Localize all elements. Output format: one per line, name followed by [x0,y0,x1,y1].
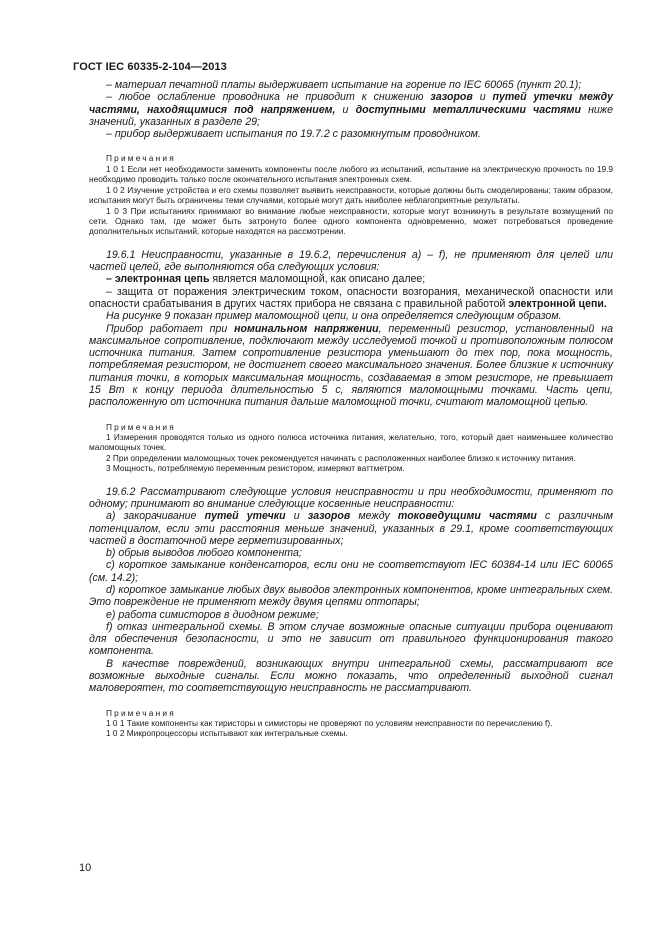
note-101: 1 0 1 Такие компоненты как тиристоры и симисторы не проверяют по условиям неисправности по перечислению f). [106,718,553,729]
clause-19-6-1: 19.6.1 Неисправности, указанные в 19.6.2, перечисления а) – f), не применяют для целей или частей целей, где выполняются оба следующих условия: [89,248,613,274]
intro-item-pcb: – материал печатной платы выдерживает испытание на горение по IEC 60065 (пункт 20.1); [106,79,582,91]
fault-item-e: e) работа симисторов в диодном режиме; [106,608,319,621]
fault-item-a: а) закорачивание путей утечки и зазоров между токоведущими частями с различным потенциалом, если эти расстояния меньше значений, указанных в 29.1, кроме соответствующих частей в достаточной мере герметизированных; [89,510,614,547]
note-101: 1 0 1 Если нет необходимости заменить компоненты после любого из испытаний, испытание на электрическую прочность по 19.9 необходимо проводить только после окончательного испытания электронных схем. [89,163,613,185]
page-number: 10 [79,862,92,874]
note-102: 1 0 2 Изучение устройства и его схемы позволяет выявить неисправности, которые должны быть смоделированы; таким образом, испытания могут быть ограничены теми случаями, которые могут дать наиболее неблагоприятные результаты. [89,184,613,206]
notes-heading: Примечания [106,421,176,432]
note-103: 1 0 3 При испытаниях принимают во внимание любые неисправности, которые могут возникнуть в результате возмущений по сети. Однако там, где может быть затронуто более одного компонента одновременно, может потребоваться проведение дополнительных испытаний, которые находятся на рассмотрении. [89,205,613,237]
ic-output-signals: В качестве повреждений, возникающих внутри интегральной схемы, рассматривают все возможные выходные сигналы. Если можно показать, что определенный выходной сигнал маловероятен, то соответствующую неисправность не рассматривают. [89,657,613,695]
notes-heading: Примечания [106,707,176,718]
note-102: 1 0 2 Микропроцессоры испытывают как интегральные схемы. [106,728,348,739]
fault-item-d: d) короткое замыкание любых двух выводов электронных компонентов, кроме интегральных схем. Это повреждение не применяют между двумя цепями оптопары; [89,584,613,609]
notes-heading: Примечания [106,153,176,164]
fault-item-c: c) короткое замыкание конденсаторов, если они не соответствуют IEC 60384-14 или IEC 60065 (см. 14.2); [89,559,613,584]
clause-19-6-2: 19.6.2 Рассматривают следующие условия неисправности и при необходимости, применяют по одному; принимают во внимание следующие косвенные неисправности: [89,485,613,510]
note-1: 1 Измерения проводятся только из одного полюса источника питания, желательно, того, который дает наименьшее количество маломощных точек. [89,432,613,453]
fault-item-f: f) отказ интегральной схемы. В этом случае возможные опасные ситуации прибора оценивают для обеспечения безопасности, и это не зависит от правильного функционирования такого компонента. [89,620,613,658]
page-body [89,79,613,739]
intro-item-open-conductor: – прибор выдерживает испытания по 19.7.2 с разомкнутым проводником. [106,128,481,141]
fault-item-b: b) обрыв выводов любого компонента; [106,547,302,560]
figure-9-reference: На рисунке 9 показан пример маломощной цепи, и она определяется следующим образом. [106,310,562,323]
document-code-header: ГОСТ IEC 60335-2-104—2013 [73,61,227,73]
intro-item-conductor: – любое ослабление проводника не приводит к снижению зазоров и путей утечки между частями, находящимися под напряжением, и доступными металлическими частями ниже значений, указанных в разделе 29; [89,91,614,128]
low-power-definition: Прибор работает при номинальном напряжении, переменный резистор, установленный на максимальное сопротивление, подключают между исследуемой точкой и противоположным полюсом источника питания. Затем сопротивление резистора уменьшают до тех пор, пока мощность, потребляемая резистором, не достигнет своего максимального значения. Более близкие к источнику питания точки, в которых максимальная мощность, создаваемая в этом резисторе, не превышает 15 Вт к концу периода длительностью 5 с, являются маломощными точками. Часть цепи, расположенную от источника питания дальше маломощной точки, считают маломощной цепью. [89,322,613,409]
note-3: 3 Мощность, потребляемую переменным резистором, измеряют ваттметром. [106,463,405,474]
condition-protection: – защита от поражения электрическим током, опасности возгорания, механической опасности или опасности срабатывания в других частях прибора не связана с правильной работой электронной цепи. [89,285,613,310]
note-2: 2 При определении маломощных точек рекомендуется начинать с расположенных наиболее близко к источнику питания. [106,452,576,463]
condition-electronic-circuit: – электронная цепь является маломощной, как описано далее; [106,273,426,286]
